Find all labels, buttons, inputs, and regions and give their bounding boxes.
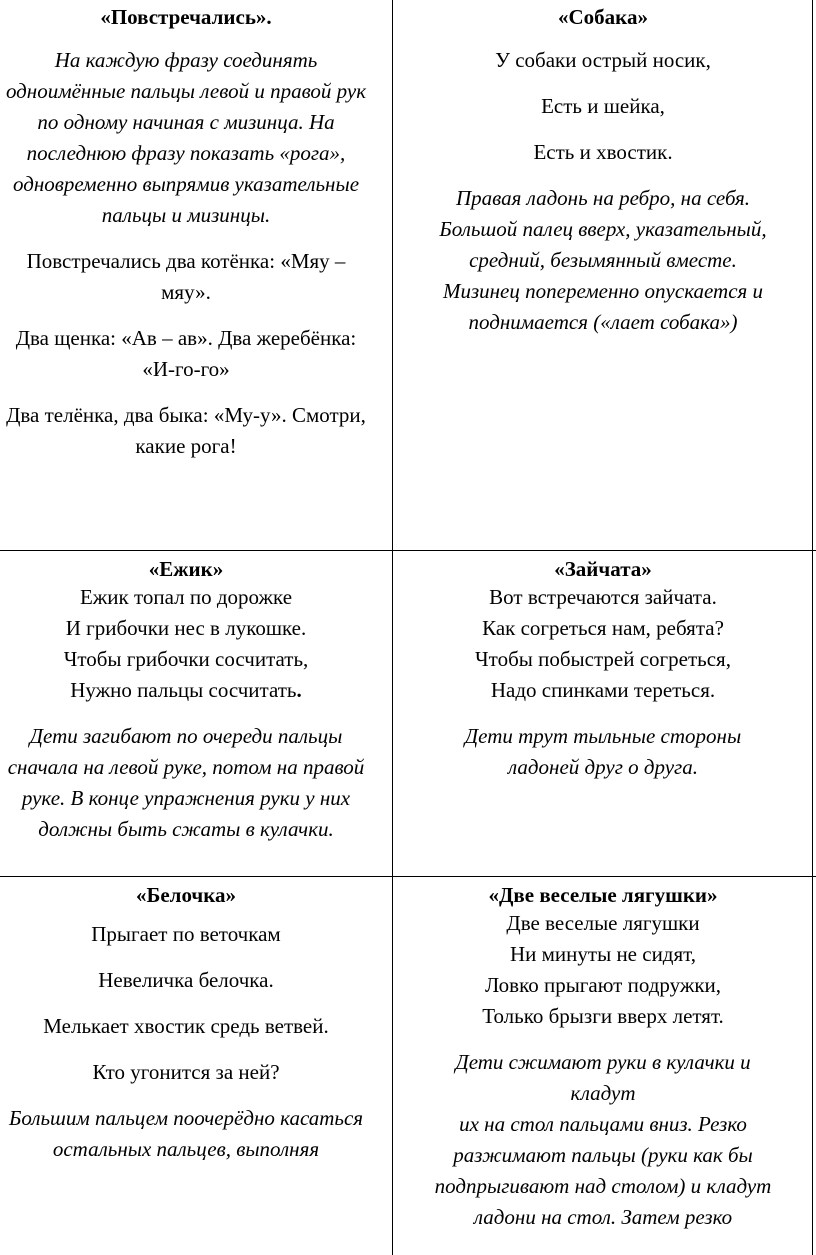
cell-bunnies-title: «Зайчата»: [554, 557, 652, 581]
instruction-line: кладут: [570, 1081, 636, 1105]
instruction-line: Большой палец вверх, указательный,: [439, 217, 767, 241]
instruction-line: остальных пальцев, выполняя: [52, 1137, 320, 1161]
instruction-line: их на стол пальцами вниз. Резко: [459, 1112, 747, 1136]
verse-line: Есть и шейка,: [541, 94, 665, 118]
verse-line: Невеличка белочка.: [98, 968, 274, 992]
instruction-line: одноимённые пальцы левой и правой рук: [5, 79, 367, 103]
verse-line: Два щенка: «Ав – ав». Два жеребёнка:: [15, 326, 357, 350]
cell-hedgehog: [0, 556, 392, 845]
verse-line: Ни минуты не сидят,: [509, 942, 697, 966]
verse-line: И грибочки нес в лукошке.: [65, 616, 307, 640]
instruction-line: разжимают пальцы (руки как бы: [453, 1143, 753, 1167]
instruction-line: последнюю фразу показать «рога»,: [26, 141, 346, 165]
cell-bunnies: [395, 556, 811, 783]
instruction-line: На каждую фразу соединять: [54, 48, 318, 72]
instruction-line: по одному начиная с мизинца. На: [37, 110, 335, 134]
verse-line: У собаки острый носик,: [495, 48, 711, 72]
instruction-line: Правая ладонь на ребро, на себя.: [456, 186, 750, 210]
verse-line: Надо спинками тереться.: [490, 678, 716, 702]
instruction-line: Дети загибают по очереди пальцы: [29, 724, 343, 748]
verse-line: [0, 675, 392, 706]
verse-line: Мелькает хвостик средь ветвей.: [43, 1014, 329, 1038]
instruction-line: Мизинец попеременно опускается и: [442, 279, 764, 303]
verse-line: Ежик топал по дорожке: [79, 585, 293, 609]
verse-line: Прыгает по веточкам: [91, 922, 281, 946]
verse-line: «И-го-го»: [142, 357, 230, 381]
verse-line: Чтобы грибочки сосчитать,: [63, 647, 309, 671]
verse-line: Есть и хвостик.: [533, 140, 673, 164]
instruction-line: пальцы и мизинцы.: [101, 203, 271, 227]
cell-meet: [0, 4, 392, 462]
cell-dog-title: «Собака»: [558, 5, 648, 29]
instruction-line: сначала на левой руке, потом на правой: [7, 755, 365, 779]
verse-line: Кто угонится за ней?: [92, 1060, 280, 1084]
cell-squirrel: [0, 882, 392, 1165]
verse-line: Две веселые лягушки: [506, 911, 700, 935]
instruction-line: Большим пальцем поочерёдно касаться: [8, 1106, 364, 1130]
verse-line: мяу».: [161, 280, 211, 304]
cell-frogs: [395, 882, 811, 1233]
instruction-line: Дети сжимают руки в кулачки и: [455, 1050, 751, 1074]
verse-end-mark: .: [296, 678, 302, 702]
verse-text: Нужно пальцы сосчитать: [70, 678, 297, 702]
verse-line: Вот встречаются зайчата.: [489, 585, 717, 609]
instruction-line: поднимается («лает собака»): [468, 310, 738, 334]
cell-dog: [395, 4, 811, 338]
instruction-line: средний, безымянный вместе.: [469, 248, 737, 272]
instruction-line: должны быть сжаты в кулачки.: [38, 817, 334, 841]
row-divider-1: [0, 550, 816, 551]
verse-line: Ловко прыгают подружки,: [484, 973, 722, 997]
cell-meet-title: «Повстречались».: [100, 5, 272, 29]
cell-squirrel-title: «Белочка»: [135, 883, 237, 907]
cell-frogs-title: «Две веселые лягушки»: [488, 883, 718, 907]
column-divider: [392, 0, 393, 1255]
cell-hedgehog-title: «Ежик»: [148, 557, 224, 581]
instruction-line: одновременно выпрямив указательные: [12, 172, 360, 196]
instruction-line: ладони на стол. Затем резко: [473, 1205, 733, 1229]
verse-line: Только брызги вверх летят.: [482, 1004, 724, 1028]
verse-line: Повстречались два котёнка: «Мяу –: [26, 249, 346, 273]
instruction-line: подпрыгивают над столом) и кладут: [434, 1174, 772, 1198]
verse-line: Чтобы побыстрей согреться,: [475, 647, 731, 671]
instruction-line: руке. В конце упражнения руки у них: [21, 786, 351, 810]
instruction-line: ладоней друг о друга.: [508, 755, 698, 779]
verse-line: Как согреться нам, ребята?: [482, 616, 724, 640]
instruction-line: Дети трут тыльные стороны: [464, 724, 742, 748]
verse-line: какие рога!: [135, 434, 237, 458]
table-right-border: [812, 0, 813, 1255]
row-divider-2: [0, 876, 816, 877]
verse-line: Два телёнка, два быка: «Му-у». Смотри,: [6, 403, 366, 427]
